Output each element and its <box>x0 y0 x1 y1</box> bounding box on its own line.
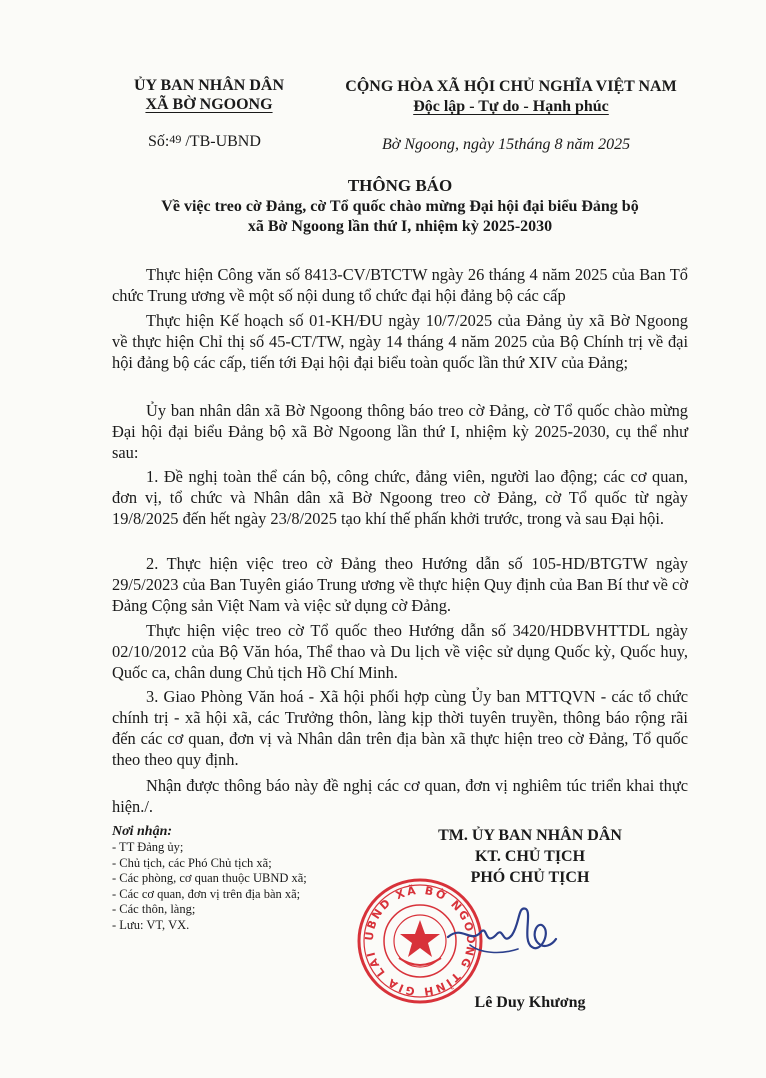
seal-emblem-icon <box>394 915 446 967</box>
org-name: ỦY BAN NHÂN DÂN <box>133 77 285 94</box>
signature-title-3: PHÓ CHỦ TỊCH <box>470 869 590 886</box>
doc-subtitle-line1: Về việc treo cờ Đảng, cờ Tổ quốc chào mừng Đại hội đại biểu Đảng bộ <box>161 198 639 215</box>
paragraph-7: 3. Giao Phòng Văn hoá - Xã hội phối hợp cùng Ủy ban MTTQVN - các tổ chức chính trị - xã hội xã, các Trưởng thôn, làng kịp thời tuyên truyền, thông báo rộng rãi đến các cơ quan, đơn vị và Nhân dân trên địa bàn xã thực hiện treo cờ Đảng, Tổ quốc theo theo quy định. <box>112 687 688 769</box>
signature-title-2: KT. CHỦ TỊCH <box>474 848 586 865</box>
signature-title-1: TM. ỦY BAN NHÂN DÂN <box>438 827 622 844</box>
paragraph-3: Ủy ban nhân dân xã Bờ Ngoong thông báo treo cờ Đảng, cờ Tổ quốc chào mừng Đại hội đại biểu Đảng bộ xã Bờ Ngoong lần thứ I, nhiệm kỳ 2025-2030, cụ thể như sau: <box>112 401 688 462</box>
paragraph-1: Thực hiện Công văn số 8413-CV/BTCTW ngày 26 tháng 4 năm 2025 của Ban Tổ chức Trung ương về một số nội dung tổ chức đại hội đảng bộ các cấp <box>112 265 688 305</box>
recipients-heading: Nơi nhận: <box>112 824 173 839</box>
document-number <box>148 132 261 151</box>
paragraph-6: Thực hiện việc treo cờ Tổ quốc theo Hướng dẫn số 3420/HDBVHTTDL ngày 02/10/2012 của Bộ Văn hóa, Thể thao và Du lịch về việc sử dụng Quốc kỳ, Quốc huy, Quốc ca, chân dung Chủ tịch Hồ Chí Minh. <box>112 621 688 682</box>
paragraph-5: 2. Thực hiện việc treo cờ Đảng theo Hướng dẫn số 105-HD/BTGTW ngày 29/5/2023 của Ban Tuyên giáo Trung ương về thực hiện Quy định của Ban Bí thư về cờ Đảng Cộng sản Việt Nam và việc sử dụng cờ Đảng. <box>112 554 688 615</box>
seal-text: UBND XÃ BỜ NGOONG TỈNH GIA LAI <box>362 883 478 999</box>
number-suffix: /TB-UBND <box>181 133 261 150</box>
country-name: CỘNG HÒA XÃ HỘI CHỦ NGHĨA VIỆT NAM <box>345 78 677 95</box>
recipient-item: - TT Đảng ủy; <box>112 840 184 854</box>
recipient-item: - Các cơ quan, đơn vị trên địa bàn xã; <box>112 886 301 901</box>
paragraph-8: Nhận được thông báo này đề nghị các cơ quan, đơn vị nghiêm túc triển khai thực hiện./. <box>112 776 688 816</box>
recipient-item: - Các thôn, làng; <box>112 902 196 916</box>
signer-name: Lê Duy Khương <box>474 994 586 1011</box>
recipient-item: - Lưu: VT, VX. <box>112 917 190 932</box>
recipient-item: - Các phòng, cơ quan thuộc UBND xã; <box>112 871 307 885</box>
number-value: 49 <box>169 132 182 146</box>
motto <box>326 97 696 117</box>
place-date: Bờ Ngoong, ngày 15tháng 8 năm 2025 <box>382 136 631 153</box>
paragraph-2: Thực hiện Kế hoạch số 01-KH/ĐU ngày 10/7/2025 của Đảng ủy xã Bờ Ngoong về thực hiện Chỉ thị số 45-CT/TW, ngày 14 tháng 4 năm 2025 của Bộ Chính trị về đại hội đảng bộ các cấp, tiến tới Đại hội đại biểu toàn quốc lần thứ XIV của Đảng; <box>112 311 688 372</box>
recipient-item: - Chủ tịch, các Phó Chủ tịch xã; <box>112 855 272 870</box>
doc-subtitle-line2: xã Bờ Ngoong lần thứ I, nhiệm kỳ 2025-2030 <box>247 218 553 235</box>
recipients-block <box>112 823 352 933</box>
handwritten-signature <box>440 895 560 965</box>
number-prefix: Số: <box>148 133 170 150</box>
doc-title: THÔNG BÁO <box>347 176 453 195</box>
motto-text: Độc lập - Tự do - Hạnh phúc <box>413 98 609 115</box>
org-subname-text: XÃ BỜ NGOONG <box>145 96 273 113</box>
paragraph-4: 1. Đề nghị toàn thể cán bộ, công chức, đảng viên, người lao động; các cơ quan, đơn vị, tổ chức và Nhân dân xã Bờ Ngoong treo cờ Đảng, cờ Tổ quốc từ ngày 19/8/2025 đến hết ngày 23/8/2025 tạo khí thế phấn khởi trước, trong và sau Đại hội. <box>112 467 688 528</box>
org-subname <box>104 95 314 115</box>
